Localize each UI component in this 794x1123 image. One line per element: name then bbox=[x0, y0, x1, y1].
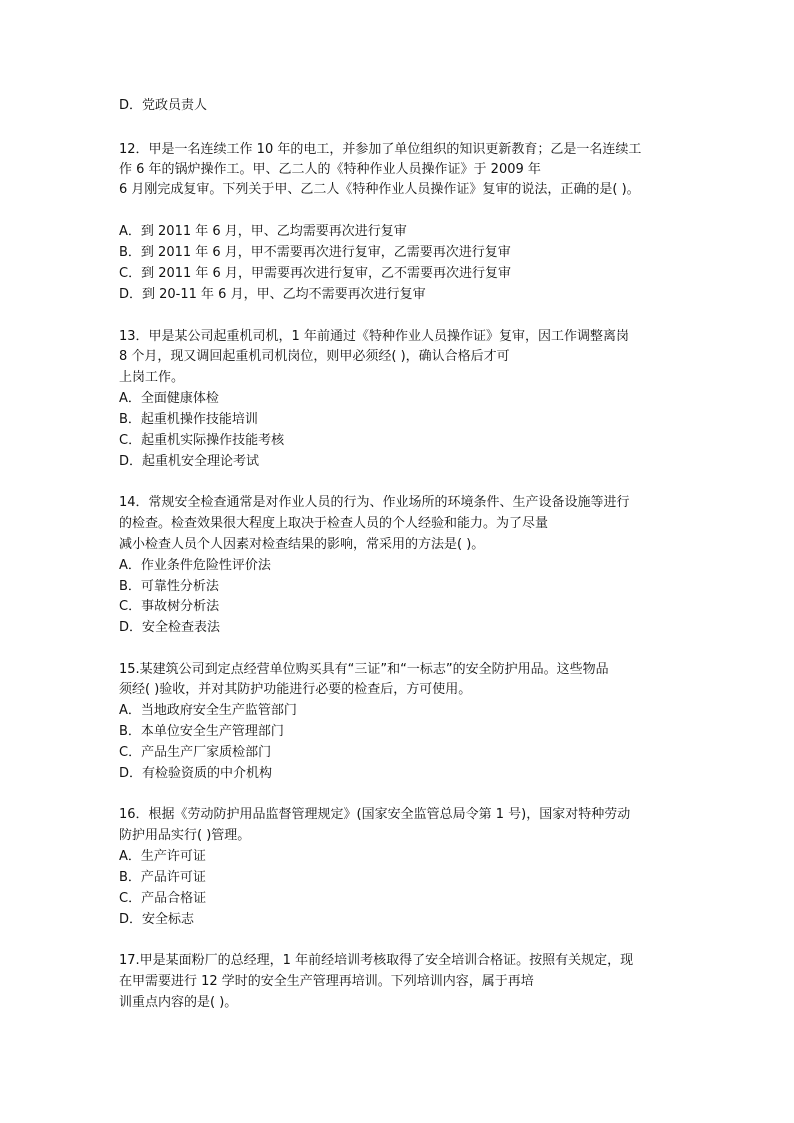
question-13-text: 13．甲是某公司起重机司机，1 年前通过《特种作业人员操作证》复审，因工作调整离岗 bbox=[119, 329, 629, 344]
answer-option: B．产品许可证 bbox=[119, 870, 206, 885]
question-12-text: 作 6 年的锅炉操作工。甲、乙二人的《特种作业人员操作证》于 2009 年 bbox=[119, 162, 541, 177]
question-15-text: 15.某建筑公司到定点经营单位购买具有“三证”和“一标志”的安全防护用品。这些物品 bbox=[119, 662, 609, 677]
answer-option: D．到 20-11 年 6 月，甲、乙均不需要再次进行复审 bbox=[119, 287, 426, 302]
answer-option: D．起重机安全理论考试 bbox=[119, 454, 260, 469]
question-17-text: 17.甲是某面粉厂的总经理，1 年前经培训考核取得了安全培训合格证。按照有关规定，现 bbox=[119, 953, 634, 968]
question-15-text: 须经( )验收，并对其防护功能进行必要的检查后，方可使用。 bbox=[119, 682, 472, 697]
answer-option: B．到 2011 年 6 月，甲不需要再次进行复审，乙需要再次进行复审 bbox=[119, 245, 511, 260]
answer-option: D．安全检查表法 bbox=[119, 620, 221, 635]
question-12-text: 12．甲是一名连续工作 10 年的电工，并参加了单位组织的知识更新教育；乙是一名连续工 bbox=[119, 142, 642, 157]
question-14-text: 14．常规安全检查通常是对作业人员的行为、作业场所的环境条件、生产设备设施等进行 bbox=[119, 495, 630, 510]
answer-option: C．产品合格证 bbox=[119, 891, 207, 906]
question-16-text: 16．根据《劳动防护用品监督管理规定》(国家安全监管总局令第 1 号)，国家对特种劳动 bbox=[119, 807, 631, 822]
answer-option: C．事故树分析法 bbox=[119, 599, 220, 614]
answer-option: D．党政员责人 bbox=[119, 98, 208, 113]
answer-option: B．本单位安全生产管理部门 bbox=[119, 724, 284, 739]
answer-option: A．全面健康体检 bbox=[119, 391, 219, 406]
answer-option: D．安全标志 bbox=[119, 912, 195, 927]
answer-option: A．当地政府安全生产监管部门 bbox=[119, 703, 297, 718]
answer-option: D．有检验资质的中介机构 bbox=[119, 766, 273, 781]
question-13-text: 8 个月，现又调回起重机司机岗位，则甲必须经( )，确认合格后才可 bbox=[119, 349, 510, 364]
answer-option: A．到 2011 年 6 月，甲、乙均需要再次进行复审 bbox=[119, 224, 407, 239]
answer-option: C．起重机实际操作技能考核 bbox=[119, 433, 285, 448]
question-13-text: 上岗工作。 bbox=[119, 370, 185, 385]
answer-option: B．可靠性分析法 bbox=[119, 579, 219, 594]
question-17-text: 在甲需要进行 12 学时的安全生产管理再培训。下列培训内容，属于再培 bbox=[119, 974, 534, 989]
answer-option: B．起重机操作技能培训 bbox=[119, 412, 258, 427]
question-16-text: 防护用品实行( )管理。 bbox=[119, 828, 251, 843]
answer-option: C．到 2011 年 6 月，甲需要再次进行复审，乙不需要再次进行复审 bbox=[119, 266, 511, 281]
question-12-text: 6 月刚完成复审。下列关于甲、乙二人《特种作业人员操作证》复审的说法，正确的是( )。 bbox=[119, 182, 640, 197]
question-14-text: 减小检查人员个人因素对检查结果的影响，常采用的方法是( )。 bbox=[119, 537, 485, 552]
answer-option: A．作业条件危险性评价法 bbox=[119, 558, 271, 573]
answer-option: C．产品生产厂家质检部门 bbox=[119, 745, 272, 760]
question-14-text: 的检查。检查效果很大程度上取决于检查人员的个人经验和能力。为了尽量 bbox=[119, 516, 549, 531]
answer-option: A．生产许可证 bbox=[119, 849, 206, 864]
question-17-text: 训重点内容的是( )。 bbox=[119, 995, 238, 1010]
